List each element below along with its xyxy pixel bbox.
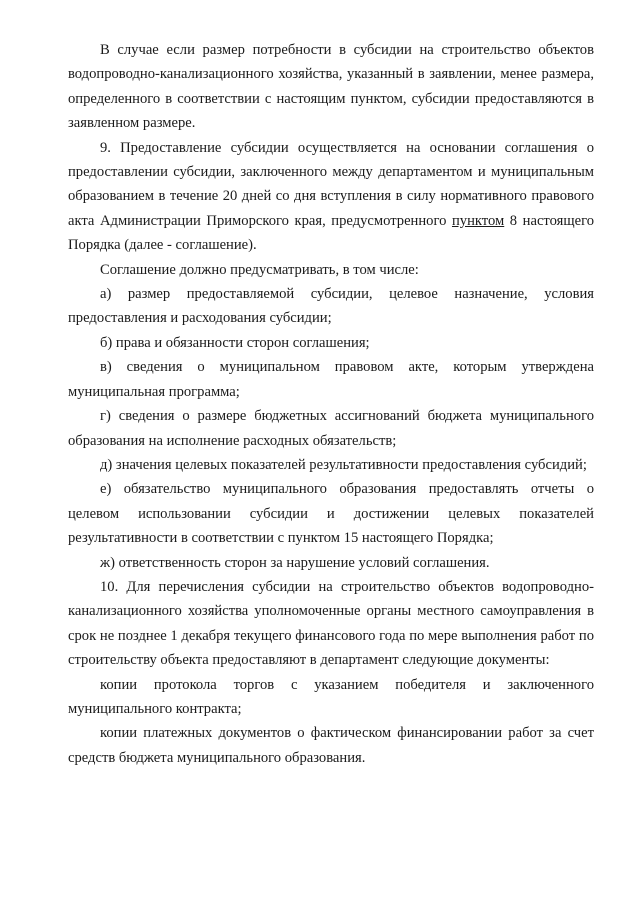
list-item-g: г) сведения о размере бюджетных ассигнований бюджета муниципального образования на исполнение расходных обязательств; [68,408,594,449]
document-page [68,38,594,770]
list-item-d: д) значения целевых показателей результативности предоставления субсидий; [100,456,587,473]
list-item-e: е) обязательство муниципального образования предоставлять отчеты о целевом использовании субсидии и достижении целевых показателей результативности в соответствии с пунктом 15 настоящего Порядка; [68,481,594,547]
list-item-b: б) права и обязанности сторон соглашения; [100,334,370,351]
link-punkt-8[interactable]: пунктом [451,212,505,229]
list-item-zh: ж) ответственность сторон за нарушение условий соглашения. [100,554,490,571]
paragraph-agreement-contents: Соглашение должно предусматривать, в том числе: [100,261,419,278]
list-item-v: в) сведения о муниципальном правовом акте, которым утверждена муниципальная программа; [68,359,594,400]
document-item-tender-protocol: копии протокола торгов с указанием победителя и заключенного муниципального контракта; [68,676,594,717]
paragraph-subsidy-requested-size: В случае если размер потребности в субсидии на строительство объектов водопроводно-канализационного хозяйства, указанный в заявлении, менее размера, определенного в соответствии с настоящим пунктом, субсидии предоставляются в заявленном размере. [68,42,594,132]
paragraph-10-documents: 10. Для перечисления субсидии на строительство объектов водопроводно-канализационного хозяйства уполномоченные органы местного самоуправления в срок не позднее 1 декабря текущего финансового года по мере выполнения работ по строительству объекта предоставляют в департамент следующие документы: [68,578,594,669]
list-item-a: а) размер предоставляемой субсидии, целевое назначение, условия предоставления и расходования субсидии; [68,286,594,327]
paragraph-9-agreement [68,136,594,258]
document-item-payment-copies: копии платежных документов о фактическом финансировании работ за счет средств бюджета муниципального образования. [68,725,594,766]
paragraph-9-text-after: 8 настоящего Порядка (далее - соглашение). [68,212,594,254]
paragraph-9-text-before: 9. Предоставление субсидии осуществляется на основании соглашения о предоставлении субсидии, заключенного между департаментом и муниципальным образованием в течение 20 дней со дня вступления в силу нормативного правового акта Администрации Приморского края, предусмотренного [68,139,594,229]
